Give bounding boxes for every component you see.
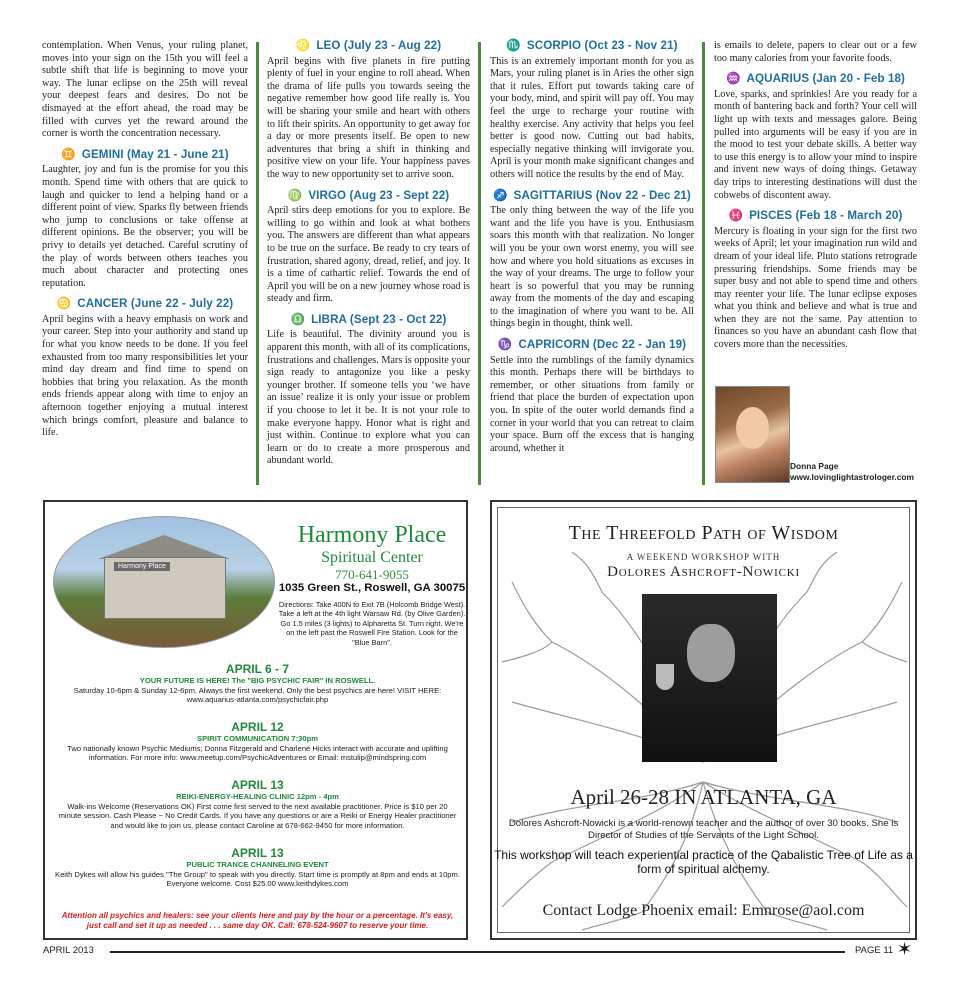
libra-text: Life is beautiful. The divinity around you is apparent this month, with all of its complications, frustrations and challenges. Mars is opposite your sign ready to antagonize you like a pesky younger brother. If someone tells you ‘we have an issue’ realize it is only your issue or problem if you choose to let it be. It is not your role to make everyone happy. Honor what is right and just within. Continue to explore what you can learn or do to create a more prosperous and abundant world. — [267, 329, 470, 467]
cancer-icon: ♋ — [56, 297, 72, 311]
sagittarius-heading — [490, 190, 694, 203]
scorpio-title: SCORPIO (Oct 23 - Nov 21) — [526, 39, 678, 52]
capricorn-title: CAPRICORN (Dec 22 - Jan 19) — [518, 338, 687, 352]
event-reiki-clinic — [55, 778, 460, 830]
capricorn-text: Settle into the rumblings of the family dynamics this month. Perhaps there will be birthdays to remember, or other situations from family or friend that place the burden of expectation upon you. In spite of the outer world demands find a corner in your world that you can retreat to claim your space. Burn off the excess that is hanging around, whether it — [490, 354, 694, 454]
event-psychic-fair — [55, 662, 460, 705]
event-text: Saturday 10-6pm & Sunday 12-6pm. Always the first weekend, Only the best psychics are here! VISIT HERE: www.aquarius-atlanta.com/psychicfair.php — [73, 685, 442, 705]
presenter-photo — [642, 594, 777, 762]
virgo-icon: ♍ — [287, 188, 303, 202]
scorpio-heading — [490, 40, 694, 53]
event-heading: SPIRIT COMMUNICATION 7:30pm — [197, 734, 318, 743]
star-icon: ✶ — [897, 939, 913, 959]
author-url[interactable]: www.lovinglightastrologer.com — [790, 472, 914, 482]
column-divider — [478, 42, 481, 485]
event-date: APRIL 13 — [231, 778, 284, 792]
aquarius-text: Love, sparks, and sprinkles! Are you ready for a month of bantering back and forth? Your cell will light up with texts and messages galore. Being pulled into arguments will be easy if you are in the mood to test your debate skills. A better way to use this energy is to allow your mind to inspire and invent new ways of doing things. Getaway day trips to interesting destinations will dust the cobwebs of discontent away. — [714, 88, 917, 201]
pisces-text: Mercury is floating in your sign for the first two weeks of April; let your imagination run wild and dream of your ideal life. Pluto stations retrograde pressuring friendships. Some friends may be super busy and not able to spend time and others may reenter your life. The lunar eclipse exposes what you think and believe and what is true and when they are not the same. Pay attention to finances so you have an abundant cash flow that covers more than the necessities. — [714, 225, 917, 351]
footer-rule — [110, 951, 845, 953]
column-divider — [702, 42, 705, 485]
virgo-title: VIRGO (Aug 23 - Sept 22) — [308, 188, 450, 202]
leo-icon: ♌ — [295, 39, 311, 52]
workshop-presenter: Dolores Ashcroft-Nowicki — [607, 564, 800, 580]
ad-footer-note: Attention all psychics and healers: see your clients here and pay by the hour or a percentage. It's easy, just call and set it up as needed . . . same day OK. Call: 678-524-9607 to reserve your time. — [61, 911, 454, 930]
issue-date: APRIL 2013 — [43, 945, 94, 956]
libra-title: LIBRA (Sept 23 - Oct 22) — [311, 312, 447, 326]
workshop-title: The Threefold Path of Wisdom — [568, 522, 839, 544]
libra-heading — [267, 314, 470, 327]
harmony-place-ad — [43, 500, 468, 940]
harmony-place-photo — [53, 516, 275, 648]
capricorn-icon: ♑ — [497, 338, 513, 352]
sagittarius-title: SAGITTARIUS (Nov 22 - Dec 21) — [513, 188, 691, 202]
event-text: Walk-ins Welcome (Reservations OK) First come first served to the next available practitioner. Price is $10 per 20 minute session. Cash Please ~ No Credit Cards. If you have any questions or are a Reiki or Energy Healer practitioner and would like to join us, please contact Caroline at 678-662-9450 for more information. — [58, 801, 457, 830]
scorpio-text: This is an extremely important month for you as Mars, your ruling planet is in Aries the other sign that it rules. Effort put towards taking care of your body, mind, and spirit will pay off. You may feel the urge to recharge your routine with healthy exercise. Any activity that helps you feel better is good now. Cutting out bad habits, especially negative thinking will invigorate you. April is your month make significant changes and others will notice the results by the end of May. — [490, 55, 694, 180]
page-number: PAGE 11 — [855, 945, 894, 956]
gemini-icon: ♊ — [61, 147, 76, 161]
pisces-icon: ♓ — [728, 209, 744, 223]
sagittarius-icon: ♐ — [493, 188, 508, 202]
event-spirit-communication — [55, 720, 460, 763]
gemini-title: GEMINI (May 21 - June 21) — [81, 147, 229, 161]
gemini-heading — [42, 149, 248, 162]
author-photo — [715, 386, 790, 483]
workshop-description: This workshop will teach experiential practice of the Qabalistic Tree of Life as a form of spiritual alchemy. — [494, 848, 913, 877]
harmony-place-title — [277, 522, 467, 583]
ad-title-main: Harmony Place — [297, 522, 447, 548]
building-sign: Harmony Place — [114, 562, 170, 571]
cancer-heading — [42, 298, 248, 311]
horoscope-column-3 — [490, 40, 694, 455]
cancer-title: CANCER (June 22 - July 22) — [77, 297, 234, 311]
presenter-bio: Dolores Ashcroft-Nowicki is a world-renown teacher and the author of over 30 books. She is Director of Studies of the Servants of the Light School. — [508, 818, 899, 841]
leo-text: April begins with five planets in fire putting plenty of fuel in your engine to roll ahead. When the drama of life pulls you towards seeing the negative remember how good life really is. You will be sharing your smile and heart with others to lift their spirits. An opportunity to get away for a day or more presents itself. Be open to new adventures that bring a shift in thinking and positive view on your life. Your happiness paves the way to new opportunity set to arrive soon. — [267, 55, 470, 180]
aquarius-heading — [714, 73, 917, 86]
event-date: APRIL 13 — [231, 846, 284, 860]
aquarius-title: AQUARIUS (Jan 20 - Feb 18) — [746, 72, 906, 86]
author-name: Donna Page — [790, 461, 839, 471]
pisces-heading — [714, 210, 917, 223]
aquarius-icon: ♒ — [725, 72, 741, 86]
sagittarius-text: The only thing between the way of the life you want and the life you have is you. Enthusiasm soars this month with that realization. No longer will you be your own worst enemy, you will see how and where you hold situations as excuses in the way of your dreams. The urge to follow your heart is so powerful that you may be running away from the moments of the day and escaping to the imagination of where you want to be. All things begin in thought, think well. — [490, 205, 694, 330]
cancer-text: April begins with a heavy emphasis on work and your career. Step into your authority and stand up for what you know needs to be done. If you feel exhausted from too many responsibilities let your mind day dream and find time to spend on hobbies that bring you relaxation. As the month ends friends appear along with time to enjoy an afternoon together enjoying a mutual interest which brings comfort, pleasure and balance to life. — [42, 313, 248, 439]
workshop-ad — [490, 500, 917, 940]
ad-phone: 770-641-9055 — [335, 567, 409, 582]
event-date: APRIL 12 — [231, 720, 284, 734]
horoscope-column-1 — [42, 40, 248, 440]
presenter-face — [687, 624, 735, 682]
capricorn-continued-text: is emails to delete, papers to clear out or a few too many calories from your favorite foods. — [714, 40, 917, 64]
gemini-text: Laughter, joy and fun is the promise for you this month. Spend time with others that are quick to laugh and quicker to lend a helping hand or a different point of view. Sparks fly between friends who jump to conclusions or take offense at different opinions. Be the observer; you will be privy to details yet detached. Careful scrutiny of the play of words between others teaches you much about character and protecting ones reputation. — [42, 164, 248, 289]
workshop-subtitle: A WEEKEND WORKSHOP WITH — [626, 552, 781, 562]
event-heading: PUBLIC TRANCE CHANNELING EVENT — [186, 860, 329, 869]
horoscope-column-2 — [267, 40, 470, 468]
pisces-title: PISCES (Feb 18 - March 20) — [749, 209, 903, 223]
virgo-heading — [267, 190, 470, 203]
event-heading: REIKI-ENERGY-HEALING CLINIC 12pm - 4pm — [176, 792, 339, 801]
libra-icon: ♎ — [290, 312, 306, 326]
event-trance-channeling — [55, 846, 460, 889]
event-heading: YOUR FUTURE IS HERE! The "BIG PSYCHIC FAIR" IN ROSWELL. — [139, 676, 376, 685]
scorpio-icon: ♏ — [506, 39, 521, 52]
ad-directions: Directions: Take 400N to Exit 7B (Holcomb Bridge West). Take a left at the 4th light Warsaw Rd. (by Olive Garden). Go 1.5 miles (3 lights) to Alpharetta St. Turn right. We're on the left past the Roswell Fire Station. Look for the "Blue Barn". — [278, 600, 466, 647]
capricorn-heading — [490, 339, 694, 352]
event-text: Two nationally known Psychic Mediums; Donna Fitzgerald and Charlene Hicks interact with accurate and uplifting information. For more info: www.meetup.com/PsychicAdventures or Email: mstulip@mindspring.com — [67, 743, 448, 763]
chalice-icon — [656, 664, 674, 690]
leo-title: LEO (July 23 - Aug 22) — [316, 39, 442, 52]
author-face — [736, 407, 769, 449]
building-roof — [98, 535, 230, 559]
leo-heading — [267, 40, 470, 53]
event-text: Keith Dykes will allow his guides "The Group" to speak with you directly. Start time is promptly at 8pm and ends at 10pm. Everyone welcome. Cost $25.00 www.keithdykes.com — [55, 869, 460, 889]
ad-title-sub: Spiritual Center — [321, 549, 423, 566]
virgo-continued-text: contemplation. When Venus, your ruling planet, moves into your sign on the 15th you will feel a subtle shift that life is beginning to move your way. The lunar eclipse on the 25th will reveal your deepest fears and desires. Do not be dismayed at the effort ahead, the road may be filled with curves yet the reward around the corner is worth the concentration necessary. — [42, 40, 248, 140]
virgo-text: April stirs deep emotions for you to explore. Be willing to go within and look at what bothers you. The answers are different than what appears to be true on the surface. Be ready to cry tears of frustration, shared agony, dread, relief, and joy. It is a time of cathartic relief. Towards the end of April you will be on a new journey whose road is steady and firm. — [267, 205, 470, 305]
ad-address: 1035 Green St., Roswell, GA 30075 — [278, 582, 466, 594]
workshop-contact: Contact Lodge Phoenix email: Emnrose@aol.com — [542, 902, 865, 919]
horoscope-column-4 — [714, 40, 917, 352]
workshop-date: April 26-28 IN ATLANTA, GA — [570, 785, 837, 809]
column-divider — [256, 42, 259, 485]
event-date: APRIL 6 - 7 — [225, 662, 290, 676]
